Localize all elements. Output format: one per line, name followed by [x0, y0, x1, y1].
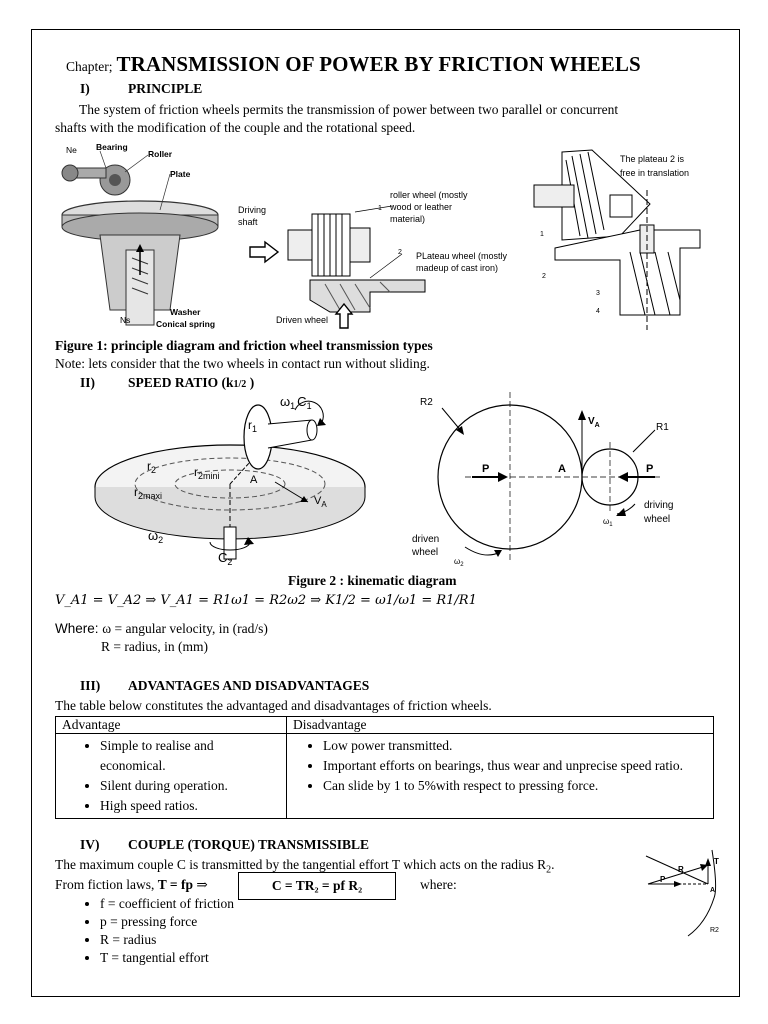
svg-text:Plate: Plate: [170, 169, 191, 179]
svg-text:roller wheel (mostly: roller wheel (mostly: [390, 190, 468, 200]
svg-text:Driving: Driving: [238, 205, 267, 215]
svg-text:r1: $r_1$: [248, 418, 258, 434]
svg-text:Bearing: Bearing: [96, 142, 128, 152]
svg-text:Ne: Ne: [66, 145, 77, 155]
table-header-row: [56, 717, 714, 734]
speed-ratio-formula: [55, 592, 477, 608]
svg-text:PLateau wheel (mostly: PLateau wheel (mostly: [416, 251, 508, 261]
svg-text:wood or leather: wood or leather: [390, 202, 453, 212]
svg-text:C2: $C_2$: [218, 550, 233, 567]
section-1-heading: I) PRINCIPLE: [80, 81, 203, 96]
svg-text:R: R: [678, 865, 684, 874]
list-item: • Simple to realise and economical.: [100, 736, 280, 776]
svg-text:madeup of cast iron): madeup of cast iron): [416, 263, 499, 273]
svg-text:2: 2: [542, 273, 546, 280]
svg-text:free in translation: free in translation: [620, 168, 690, 178]
svg-text:ω1: $\omega_1$: [603, 517, 613, 528]
figure-2-caption: Figure 2 : kinematic diagram: [288, 573, 457, 588]
svg-text:A: A: [250, 474, 258, 486]
disadvantages-cell: [287, 734, 714, 819]
force-diagram: [640, 848, 730, 938]
svg-text:Washer: Washer: [170, 307, 201, 317]
list-item: • Important efforts on bearings, thus wear and unprecise speed ratio.: [323, 756, 707, 776]
list-item: • p = pressing force: [100, 913, 234, 931]
couple-paragraph-line1: The maximum couple C is transmitted by the tangential effort T which acts on the radius $R_2$.: [55, 857, 555, 876]
svg-text:Conical spring: Conical spring: [156, 319, 216, 329]
svg-text:shaft: shaft: [238, 217, 258, 227]
svg-text:wheel: wheel: [412, 547, 439, 558]
principle-paragraph-line2: shafts with the modification of the couple and the rotational speed.: [55, 120, 416, 135]
col-disadvantage: Disadvantage: [287, 717, 714, 734]
svg-text:ω2: $\omega_2$: [454, 557, 464, 568]
figure-1-diagram: [40, 140, 730, 336]
svg-text:T: T: [714, 857, 719, 866]
where-omega: Where: ω = angular velocity, in (rad/s): [55, 621, 268, 636]
roller-plate-sketch: [62, 142, 218, 329]
svg-text:wheel: wheel: [644, 514, 671, 525]
svg-text:P: P: [660, 875, 666, 884]
table-intro: The table below constitutes the advantaged and disadvantages of friction wheels.: [55, 698, 492, 713]
section-2-heading: II) SPEED RATIO (k1/2 ): [80, 375, 255, 390]
svg-text:VA: $V_A$: [314, 495, 327, 509]
torque-formula-box: C = TR₂ = pf R₂: [238, 872, 396, 900]
two-wheels-kinematic: [411, 392, 673, 568]
list-item: • Can slide by 1 to 5%with respect to pressing force.: [323, 776, 707, 796]
chapter-prefix: Chapter;: [66, 59, 113, 74]
couple-paragraph-line2: From fiction laws, T = fp ⇒: [55, 877, 208, 892]
svg-text:Ns: Ns: [120, 315, 131, 325]
svg-text:P: P: [646, 463, 654, 475]
formula-text: V_A1 = V_A2 ⇒ V_A1 = R1ω1 = R2ω2 ⇒ K1/2 = ω1/ω1 = R1/R1: [55, 593, 477, 608]
cone-wheel-sketch: [534, 150, 700, 330]
section-4-heading: IV) COUPLE (TORQUE) TRANSMISSIBLE: [80, 837, 370, 852]
svg-text:r2mini: $r_{2mini}$: [194, 465, 220, 481]
svg-text:r2maxi: $r_{2maxi}$: [134, 485, 163, 501]
svg-text:A: A: [558, 463, 566, 475]
svg-text:driving: driving: [644, 500, 674, 511]
svg-text:3: 3: [596, 290, 600, 297]
svg-text:driven: driven: [412, 534, 440, 545]
svg-text:ω2: $\omega_2$: [148, 528, 164, 545]
figure-1-caption: Figure 1: principle diagram and friction wheel transmission types: [55, 338, 433, 353]
svg-text:Roller: Roller: [148, 149, 173, 159]
list-item: • R = radius: [100, 931, 234, 949]
list-item: • High speed ratios.: [100, 796, 280, 816]
definitions-list: [80, 895, 234, 967]
svg-text:VA: $V_A$: [588, 416, 600, 429]
svg-text:material): material): [390, 214, 426, 224]
svg-text:2: 2: [398, 249, 402, 256]
figure-2-kinematic-diagram: [90, 392, 730, 572]
svg-text:R2: R2: [710, 927, 719, 934]
list-item: • f = coefficient of friction: [100, 895, 234, 913]
svg-text:The plateau 2 is: The plateau 2 is: [620, 154, 685, 164]
page-title: TRANSMISSION OF POWER BY FRICTION WHEELS: [116, 52, 641, 76]
svg-text:r2: $r_2$: [147, 459, 157, 475]
section-3-heading: III) ADVANTAGES AND DISADVANTAGES: [80, 678, 370, 693]
table-row: [56, 734, 714, 819]
col-advantage: Advantage: [56, 717, 287, 734]
svg-text:A: A: [710, 887, 716, 894]
svg-text:R1: R1: [656, 422, 669, 433]
roller-plateau-sketch: [238, 190, 508, 328]
principle-paragraph-line1: The system of friction wheels permits the transmission of power between two parallel or concurrent: [79, 102, 619, 117]
where-radius: R = radius, in (mm): [101, 639, 208, 654]
list-item: • Low power transmitted.: [323, 736, 707, 756]
no-sliding-note: Note: lets consider that the two wheels in contact run without sliding.: [55, 356, 430, 371]
svg-text:4: 4: [596, 308, 600, 315]
chapter-title-row: [66, 52, 641, 77]
where-label: where:: [420, 877, 457, 892]
svg-text:P: P: [482, 463, 490, 475]
list-item: • Silent during operation.: [100, 776, 280, 796]
advantages-table: [55, 716, 714, 819]
svg-text:ω1C1: $\omega_1$ $C_1$: [280, 394, 312, 411]
plate-roller-kinematic: [95, 394, 365, 567]
svg-text:1: 1: [540, 231, 544, 238]
list-item: • T = tangential effort: [100, 949, 234, 967]
svg-text:Driven wheel: Driven wheel: [276, 315, 329, 325]
svg-text:1: 1: [378, 205, 382, 212]
svg-text:R2: R2: [420, 397, 433, 408]
advantages-cell: [56, 734, 287, 819]
